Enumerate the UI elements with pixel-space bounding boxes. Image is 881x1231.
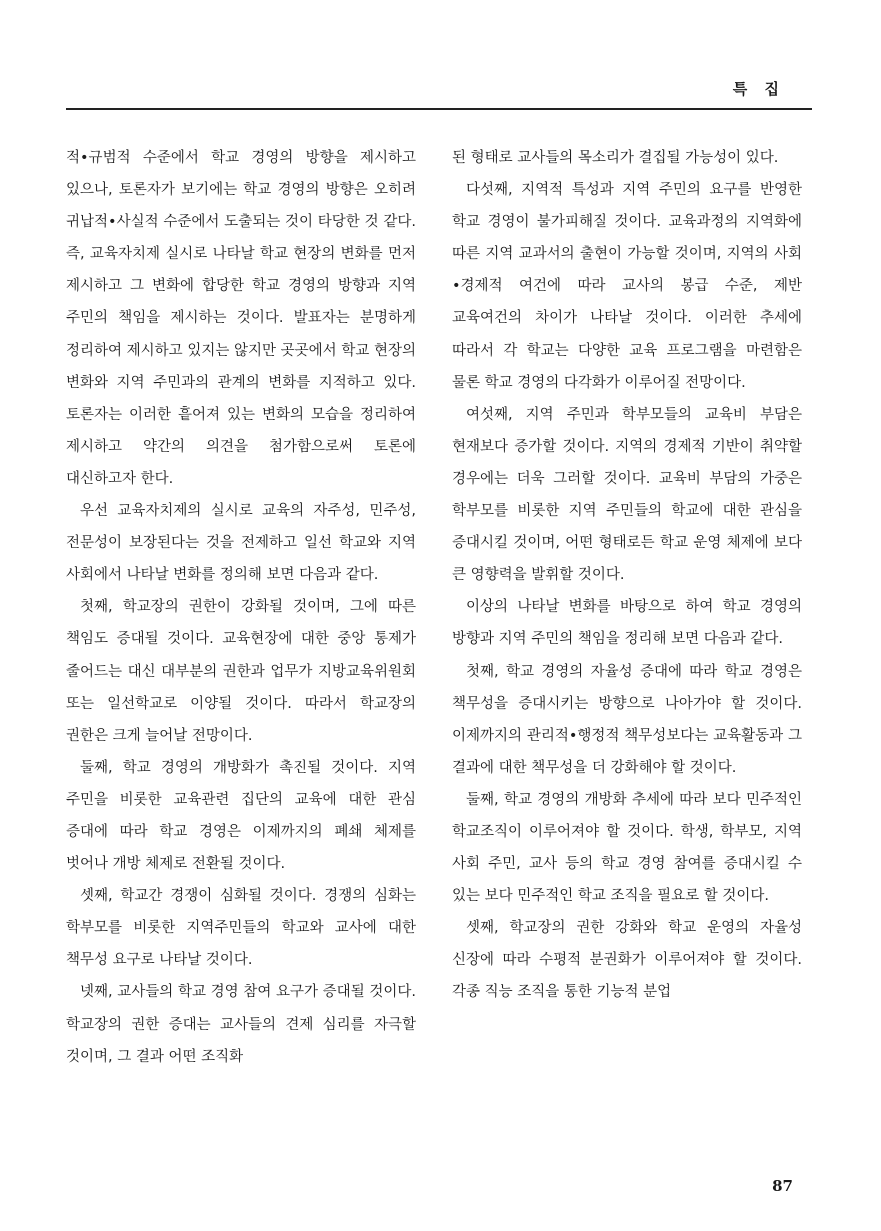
- paragraph: 적•규범적 수준에서 학교 경영의 방향을 제시하고 있으나, 토론자가 보기에는 학교 경영의 방향은 오히려 귀납적•사실적 수준에서 도출되는 것이 타당한 것 같다. 즉, 교육자치제 실시로 나타날 학교 현장의 변화를 먼저 제시하고 그 변화에 합당한 학교 경영의 방향과 지역 주민의 책임을 제시하는 것이다. 발표자는 분명하게 정리하여 제시하고 있지는 않지만 곳곳에서 학교 현장의 변화와 지역 주민과의 관계의 변화를 지적하고 있다. 토론자는 이러한 흩어져 있는 변화의 모습을 정리하여 제시하고 약간의 의견을 첨가함으로써 토론에 대신하고자 한다.: [66, 150, 416, 487]
- paragraph: 둘째, 학교 경영의 개방화가 촉진될 것이다. 지역 주민을 비롯한 교육관련 집단의 교육에 대한 관심 증대에 따라 학교 경영은 이제까지의 폐쇄 체제를 벗어나 개방 체제로 전환될 것이다.: [66, 759, 416, 873]
- paragraph: 여섯째, 지역 주민과 학부모들의 교육비 부담은 현재보다 증가할 것이다. 지역의 경제적 기반이 취약할 경우에는 더욱 그러할 것이다. 교육비 부담의 가중은 학부모를 비롯한 지역 주민들의 학교에 대한 관심을 증대시킬 것이며, 어떤 형태로든 학교 운영 체제에 보다 큰 영향력을 발휘할 것이다.: [452, 406, 802, 584]
- left-column: [66, 142, 416, 1073]
- paragraph: 이상의 나타날 변화를 바탕으로 하여 학교 경영의 방향과 지역 주민의 책임을 정리해 보면 다음과 같다.: [452, 599, 802, 648]
- paragraph: 첫째, 학교 경영의 자율성 증대에 따라 학교 경영은 책무성을 증대시키는 방향으로 나아가야 할 것이다. 이제까지의 관리적•행정적 책무성보다는 교육활동과 그 결과에 대한 책무성을 더 강화해야 할 것이다.: [452, 663, 802, 776]
- paragraph: 우선 교육자치제의 실시로 교육의 자주성, 민주성, 전문성이 보장된다는 것을 전제하고 일선 학교와 지역 사회에서 나타날 변화를 정의해 보면 다음과 같다.: [66, 503, 416, 584]
- paragraph: 둘째, 학교 경영의 개방화 추세에 따라 보다 민주적인 학교조직이 이루어져야 할 것이다. 학생, 학부모, 지역 사회 주민, 교사 등의 학교 경영 참여를 증대시킬 수 있는 보다 민주적인 학교 조직을 필요로 할 것이다.: [452, 791, 802, 905]
- right-column: [452, 142, 802, 1009]
- section-header-label: 특 집: [732, 80, 785, 98]
- paragraph: 셋째, 학교장의 권한 강화와 학교 운영의 자율성 신장에 따라 수평적 분권화가 이루어져야 할 것이다. 각종 직능 조직을 통한 기능적 분업: [452, 920, 802, 1001]
- paragraph: 셋째, 학교간 경쟁이 심화될 것이다. 경쟁의 심화는 학부모를 비롯한 지역주민들의 학교와 교사에 대한 책무성 요구로 나타날 것이다.: [66, 888, 416, 969]
- page-number: 87: [772, 1177, 793, 1195]
- header-rule: [66, 108, 812, 110]
- paragraph: 다섯째, 지역적 특성과 지역 주민의 요구를 반영한 학교 경영이 불가피해질 것이다. 교육과정의 지역화에 따른 지역 교과서의 출현이 가능할 것이며, 지역의 사회•경제적 여건에 따라 교사의 봉급 수준, 제반 교육여건의 차이가 나타날 것이다. 이러한 추세에 따라서 각 학교는 다양한 교육 프로그램을 마련함은 물론 학교 경영의 다각화가 이루어질 전망이다.: [452, 182, 802, 391]
- paragraph: 첫째, 학교장의 권한이 강화될 것이며, 그에 따른 책임도 증대될 것이다. 교육현장에 대한 중앙 통제가 줄어드는 대신 대부분의 권한과 업무가 지방교육위원회 또는 일선학교로 이양될 것이다. 따라서 학교장의 권한은 크게 늘어날 전망이다.: [66, 599, 416, 744]
- paragraph: 넷째, 교사들의 학교 경영 참여 요구가 증대될 것이다. 학교장의 권한 증대는 교사들의 견제 심리를 자극할 것이며, 그 결과 어떤 조직화: [66, 984, 416, 1065]
- paragraph: 된 형태로 교사들의 목소리가 결집될 가능성이 있다.: [452, 150, 779, 166]
